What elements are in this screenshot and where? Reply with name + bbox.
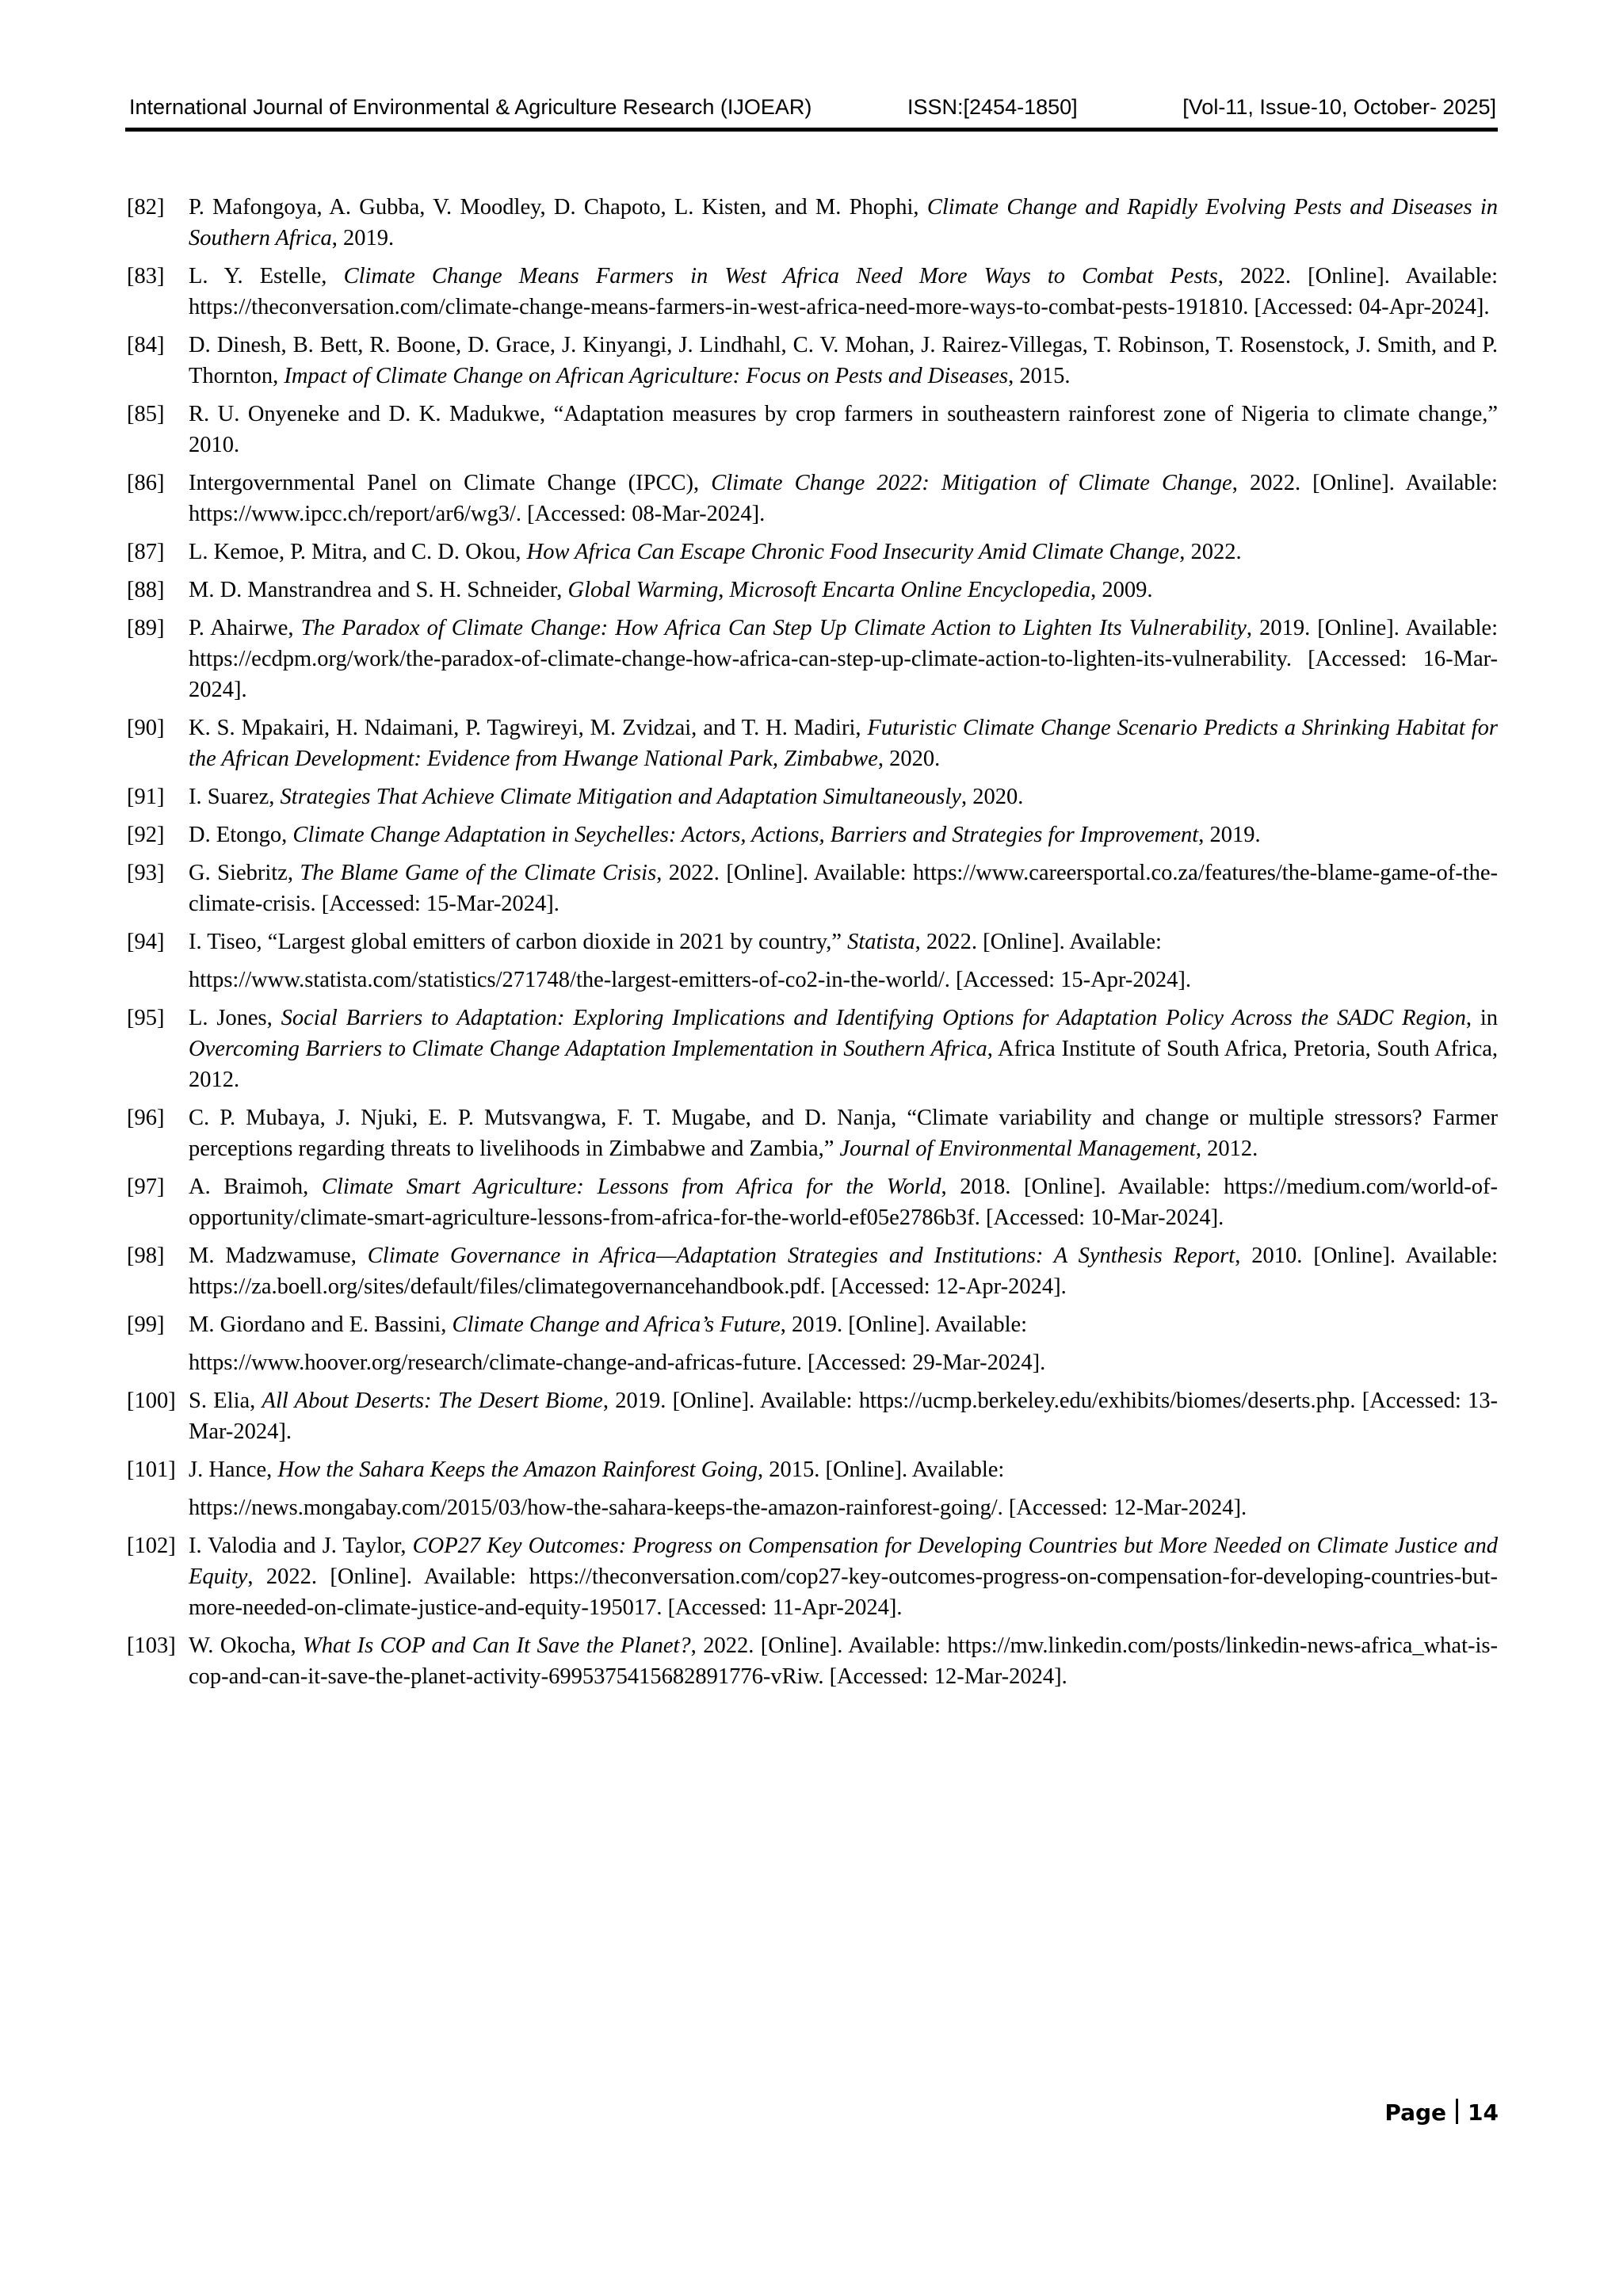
- journal-volume: [Vol-11, Issue-10, October- 2025]: [1182, 95, 1496, 119]
- reference-segment: https://news.mongabay.com/2015/03/how-the-sahara-keeps-the-amazon-rainforest-going/. [Accessed: 12-Mar-2024].: [189, 1496, 1247, 1520]
- reference-segment: , 2019. [Online]. Available: https://ucmp.berkeley.edu/exhibits/biomes/deserts.php. [Accessed: 13-Mar-2024].: [189, 1389, 1499, 1444]
- reference-text: [189, 712, 1498, 774]
- reference-segment: , 2019.: [331, 226, 395, 250]
- reference-segment: , 2022. [Online]. Available:: [915, 930, 1162, 954]
- reference-segment: R. U. Onyeneke and D. K. Madukwe, “Adaptation measures by crop farmers in southeastern rainforest zone of Nigeria to climate change,” 2010.: [189, 402, 1498, 457]
- reference-title: Strategies That Achieve Climate Mitigation and Adaptation Simultaneously: [280, 785, 961, 809]
- reference-item: [127, 537, 1498, 567]
- reference-number: [96]: [127, 1106, 165, 1130]
- reference-segment: I. Tiseo, “Largest global emitters of carbon dioxide in 2021 by country,”: [189, 930, 848, 954]
- reference-number: [87]: [127, 540, 165, 564]
- reference-title: COP27 Key Outcomes: Progress on Compensation for Developing Countries but More Needed on Climate Justice and Equity: [189, 1534, 1498, 1589]
- reference-item: [127, 468, 1498, 529]
- reference-item: [127, 261, 1498, 323]
- reference-text: [189, 1385, 1498, 1447]
- reference-title: Journal of Environmental Management: [839, 1137, 1196, 1161]
- reference-item: [127, 926, 1498, 995]
- reference-number: [97]: [127, 1175, 165, 1199]
- reference-item: [127, 781, 1498, 812]
- reference-item: [127, 1171, 1498, 1233]
- reference-number: [95]: [127, 1006, 165, 1030]
- reference-segment: D. Dinesh, B. Bett, R. Boone, D. Grace, J. Kinyangi, J. Lindhahl, C. V. Mohan, J. Rairez-Villegas, T. Robinson, T. Rosenstock, J. Smith, and P. Thornton,: [189, 333, 1498, 388]
- reference-segment: I. Valodia and J. Taylor,: [189, 1534, 413, 1558]
- reference-segment: , 2012.: [1195, 1137, 1258, 1161]
- reference-item: [127, 399, 1498, 460]
- reference-number: [90]: [127, 716, 165, 740]
- journal-title: International Journal of Environmental & Agriculture Research (IJOEAR): [129, 95, 812, 119]
- reference-title: Climate Change Means Farmers in West Africa Need More Ways to Combat Pests: [343, 264, 1218, 288]
- reference-item: [127, 858, 1498, 919]
- reference-segment: L. Jones,: [189, 1006, 281, 1030]
- reference-segment: , 2022.: [1179, 540, 1242, 564]
- journal-issn: ISSN:[2454-1850]: [907, 95, 1078, 119]
- reference-segment: https://www.statista.com/statistics/271748/the-largest-emitters-of-co2-in-the-world/. [Accessed: 15-Apr-2024].: [189, 968, 1192, 992]
- reference-segment: , 2015.: [1008, 364, 1071, 388]
- reference-segment: M. Giordano and E. Bassini,: [189, 1312, 453, 1337]
- reference-item: [127, 1309, 1498, 1378]
- reference-title: The Blame Game of the Climate Crisis: [300, 861, 657, 885]
- reference-segment: https://www.hoover.org/research/climate-change-and-africas-future. [Accessed: 29-Mar-2024].: [189, 1350, 1046, 1375]
- reference-number: [84]: [127, 333, 165, 357]
- reference-segment: , 2022. [Online]. Available: https://www.ipcc.ch/report/ar6/wg3/. [Accessed: 08-Mar-2024].: [189, 471, 1498, 526]
- reference-number: [103]: [127, 1633, 176, 1658]
- reference-title: Climate Change and Rapidly Evolving Pests and Diseases in Southern Africa: [189, 195, 1498, 250]
- reference-number: [83]: [127, 264, 165, 288]
- reference-text: [189, 1309, 1498, 1378]
- reference-segment: , 2022. [Online]. Available: https://mw.linkedin.com/posts/linkedin-news-africa_what-is-cop-and-can-it-save-the-planet-activity-6995375415682891776-vRiw. [Accessed: 12-Mar-2024].: [189, 1633, 1498, 1689]
- reference-number: [88]: [127, 578, 165, 602]
- reference-segment: M. Madzwamuse,: [189, 1244, 368, 1268]
- reference-text: [189, 261, 1498, 323]
- reference-title: What Is COP and Can It Save the Planet?: [303, 1633, 691, 1658]
- reference-segment: ,: [718, 578, 730, 602]
- reference-segment: M. D. Manstrandrea and S. H. Schneider,: [189, 578, 568, 602]
- reference-segment: , 2015. [Online]. Available:: [757, 1457, 1005, 1482]
- reference-segment: P. Ahairwe,: [189, 616, 301, 640]
- reference-item: [127, 1385, 1498, 1447]
- reference-segment: , in: [1465, 1006, 1498, 1030]
- reference-segment: G. Siebritz,: [189, 861, 300, 885]
- reference-number: [100]: [127, 1389, 176, 1413]
- reference-segment: , 2009.: [1090, 578, 1153, 602]
- reference-segment: L. Kemoe, P. Mitra, and C. D. Okou,: [189, 540, 527, 564]
- reference-item: [127, 1530, 1498, 1623]
- reference-text: [189, 1102, 1498, 1164]
- reference-segment: P. Mafongoya, A. Gubba, V. Moodley, D. Chapoto, L. Kisten, and M. Phophi,: [189, 195, 927, 220]
- reference-item: [127, 1240, 1498, 1302]
- reference-item: [127, 192, 1498, 254]
- reference-title: The Paradox of Climate Change: How Africa Can Step Up Climate Action to Lighten Its Vulnerability: [300, 616, 1247, 640]
- reference-number: [99]: [127, 1312, 165, 1337]
- reference-segment: L. Y. Estelle,: [189, 264, 344, 288]
- reference-item: [127, 712, 1498, 774]
- reference-text: [189, 613, 1498, 705]
- reference-text: [189, 192, 1498, 254]
- reference-text: [189, 1240, 1498, 1302]
- reference-text: [189, 926, 1498, 995]
- reference-text: [189, 575, 1498, 606]
- reference-number: [101]: [127, 1457, 176, 1482]
- running-header: [125, 92, 1498, 132]
- reference-segment: , 2019.: [1198, 823, 1261, 847]
- reference-segment: , 2022. [Online]. Available: https://theconversation.com/cop27-key-outcomes-progress-on-compensation-for-developing-countries-but-more-needed-on-climate-justice-and-equity-195017. [Accessed: 11-Apr-2024].: [189, 1564, 1498, 1620]
- reference-number: [86]: [127, 471, 165, 495]
- reference-segment: , 2019. [Online]. Available: https://ecdpm.org/work/the-paradox-of-climate-change-how-africa-can-step-up-climate-action-to-lighten-its-vulnerability. [Accessed: 16-Mar-2024].: [189, 616, 1498, 702]
- page-number: 14: [1468, 2099, 1499, 2126]
- reference-number: [82]: [127, 195, 165, 220]
- reference-number: [89]: [127, 616, 165, 640]
- reference-number: [102]: [127, 1534, 176, 1558]
- reference-title: Climate Change and Africa’s Future: [452, 1312, 781, 1337]
- reference-item: [127, 1630, 1498, 1692]
- reference-item: [127, 575, 1498, 606]
- reference-item: [127, 819, 1498, 850]
- reference-text: [189, 330, 1498, 392]
- reference-segment: , 2020.: [877, 747, 941, 771]
- page-label: Page: [1384, 2099, 1447, 2126]
- reference-title: Climate Governance in Africa—Adaptation Strategies and Institutions: A Synthesis Report: [367, 1244, 1235, 1268]
- reference-segment: W. Okocha,: [189, 1633, 304, 1658]
- reference-title: Impact of Climate Change on African Agriculture: Focus on Pests and Diseases: [284, 364, 1009, 388]
- reference-text: [189, 1530, 1498, 1623]
- reference-segment: J. Hance,: [189, 1457, 278, 1482]
- reference-item: [127, 613, 1498, 705]
- reference-segment: , 2022. [Online]. Available: https://www.careersportal.co.za/features/the-blame-game-of-the-climate-crisis. [Accessed: 15-Mar-2024].: [189, 861, 1498, 916]
- reference-number: [91]: [127, 785, 165, 809]
- reference-item: [127, 1454, 1498, 1523]
- reference-segment: , 2018. [Online]. Available: https://medium.com/world-of-opportunity/climate-smart-agriculture-lessons-from-africa-for-the-world-ef05e2786b3f. [Accessed: 10-Mar-2024].: [189, 1175, 1498, 1230]
- reference-segment: I. Suarez,: [189, 785, 281, 809]
- reference-segment: , 2019. [Online]. Available:: [780, 1312, 1028, 1337]
- reference-number: [92]: [127, 823, 165, 847]
- reference-number: [93]: [127, 861, 165, 885]
- reference-text: [189, 1003, 1498, 1095]
- reference-text: [189, 781, 1498, 812]
- reference-title: Futuristic Climate Change Scenario Predicts a Shrinking Habitat for the African Development: Evidence from Hwange National Park, Zimbabwe: [189, 716, 1498, 771]
- reference-list: [127, 192, 1498, 1699]
- reference-number: [98]: [127, 1244, 165, 1268]
- reference-segment: Intergovernmental Panel on Climate Change (IPCC),: [189, 471, 712, 495]
- reference-segment: , 2022. [Online]. Available: https://theconversation.com/climate-change-means-farmers-in-west-africa-need-more-ways-to-combat-pests-191810. [Accessed: 04-Apr-2024].: [189, 264, 1498, 319]
- reference-item: [127, 330, 1498, 392]
- reference-title: Social Barriers to Adaptation: Exploring Implications and Identifying Options for Adaptation Policy Across the SADC Region: [281, 1006, 1466, 1030]
- reference-title: Climate Change Adaptation in Seychelles: Actors, Actions, Barriers and Strategies for Improvement: [292, 823, 1199, 847]
- page-separator: [1456, 2099, 1458, 2124]
- reference-title: Climate Change 2022: Mitigation of Climate Change: [711, 471, 1232, 495]
- reference-segment: A. Braimoh,: [189, 1175, 322, 1199]
- reference-text: [189, 819, 1498, 850]
- reference-item: [127, 1102, 1498, 1164]
- reference-title: How Africa Can Escape Chronic Food Insecurity Amid Climate Change: [526, 540, 1180, 564]
- reference-title: Climate Smart Agriculture: Lessons from Africa for the World: [321, 1175, 941, 1199]
- reference-text: [189, 537, 1498, 567]
- reference-segment: D. Etongo,: [189, 823, 293, 847]
- reference-segment: K. S. Mpakairi, H. Ndaimani, P. Tagwireyi, M. Zvidzai, and T. H. Madiri,: [189, 716, 868, 740]
- reference-item: [127, 1003, 1498, 1095]
- reference-segment: S. Elia,: [189, 1389, 262, 1413]
- reference-title: How the Sahara Keeps the Amazon Rainforest Going: [277, 1457, 758, 1482]
- reference-segment: , 2020.: [960, 785, 1024, 809]
- reference-title: All About Deserts: The Desert Biome: [262, 1389, 603, 1413]
- reference-number: [85]: [127, 402, 165, 426]
- reference-text: [189, 1454, 1498, 1523]
- reference-segment: , Africa Institute of South Africa, Pretoria, South Africa, 2012.: [189, 1037, 1498, 1092]
- page-footer: [1384, 2099, 1499, 2126]
- reference-title: Overcoming Barriers to Climate Change Adaptation Implementation in Southern Africa: [189, 1037, 987, 1061]
- reference-segment: , 2010. [Online]. Available: https://za.boell.org/sites/default/files/climategovernancehandbook.pdf. [Accessed: 12-Apr-2024].: [189, 1244, 1498, 1299]
- reference-text: [189, 1171, 1498, 1233]
- reference-segment: C. P. Mubaya, J. Njuki, E. P. Mutsvangwa, F. T. Mugabe, and D. Nanja, “Climate variability and change or multiple stressors? Farmer perceptions regarding threats to livelihoods in Zimbabwe and Zambia,”: [189, 1106, 1498, 1161]
- reference-title: Microsoft Encarta Online Encyclopedia: [729, 578, 1091, 602]
- reference-text: [189, 468, 1498, 529]
- reference-text: [189, 399, 1498, 460]
- reference-title: Global Warming: [567, 578, 719, 602]
- reference-title: Statista: [847, 930, 915, 954]
- reference-number: [94]: [127, 930, 165, 954]
- reference-text: [189, 1630, 1498, 1692]
- reference-text: [189, 858, 1498, 919]
